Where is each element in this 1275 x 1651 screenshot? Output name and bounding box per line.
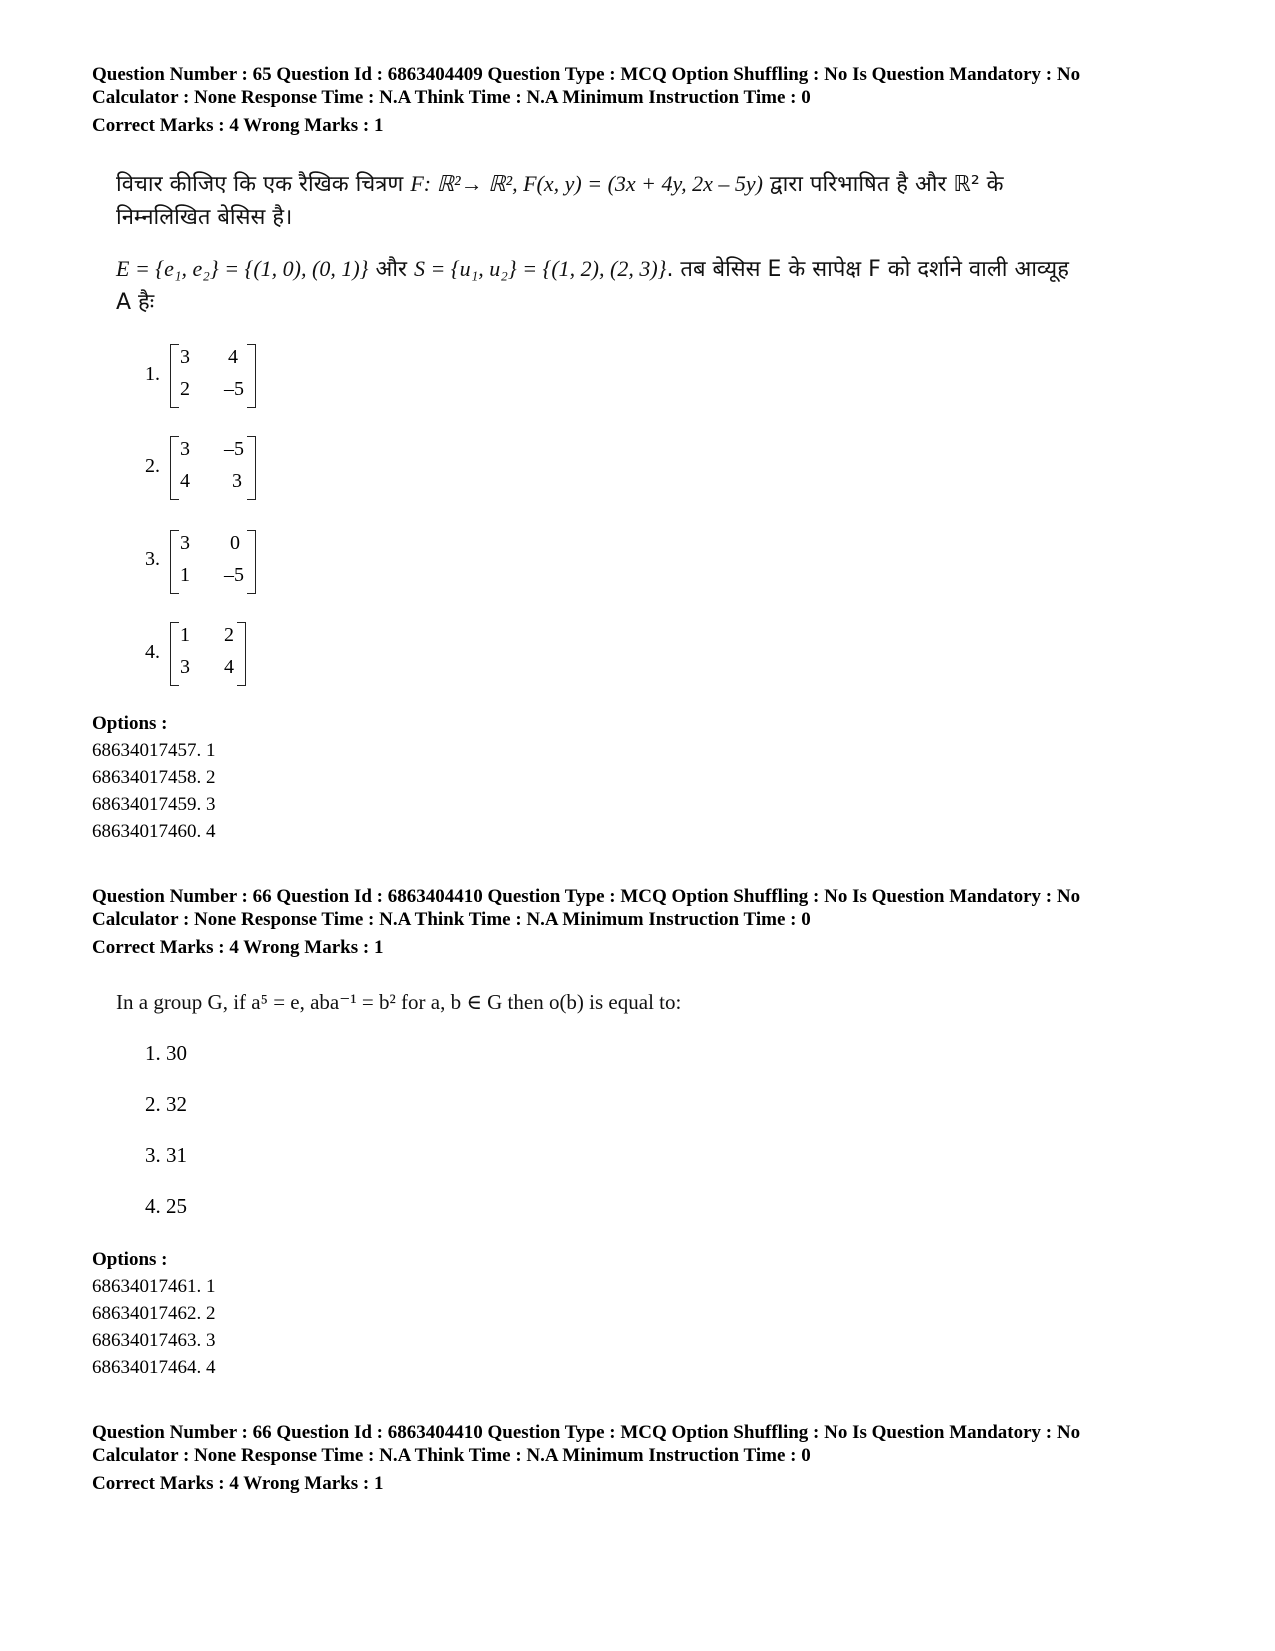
q65-text-hi-b: द्वारा परिभाषित है और ℝ² के — [762, 172, 1004, 197]
q66b-meta-line1: Question Number : 66 Question Id : 6863404410 Question Type : MCQ Option Shuffling : No Is Question Mandatory : No — [92, 1422, 1081, 1443]
q65-text-hi-a: विचार कीजिए कि एक रैखिक चित्रण — [116, 172, 411, 197]
q66-question-text: In a group G, if a⁵ = e, aba⁻¹ = b² for a, b ∈ G then o(b) is equal to: — [116, 990, 682, 1014]
q65-text-line2: निम्नलिखित बेसिस है। — [116, 205, 293, 230]
matrix-cell: 3 — [180, 346, 190, 368]
matrix-cell: –5 — [224, 378, 244, 400]
q66-choice-4: 4. 25 — [145, 1194, 187, 1218]
q65-choice-2-matrix — [170, 436, 256, 500]
q65-options-label: Options : — [92, 713, 168, 734]
q65-text-line1 — [116, 168, 1004, 198]
q66-meta-line1: Question Number : 66 Question Id : 6863404410 Question Type : MCQ Option Shuffling : No Is Question Mandatory : No — [92, 886, 1081, 907]
matrix-cell: 3 — [232, 470, 242, 492]
matrix-cell: 3 — [180, 532, 190, 554]
matrix-cell: –5 — [224, 438, 244, 460]
q65-choice-4-number: 4. — [145, 641, 160, 663]
q65-choice-3-number: 3. — [145, 548, 160, 570]
q66-choice-1: 1. 30 — [145, 1041, 187, 1065]
q65-option-2: 68634017458. 2 — [92, 767, 216, 788]
matrix-cell: –5 — [224, 564, 244, 586]
q66-option-2: 68634017462. 2 — [92, 1303, 216, 1324]
matrix-cell: 2 — [180, 378, 190, 400]
q65-meta-line1: Question Number : 65 Question Id : 6863404409 Question Type : MCQ Option Shuffling : No Is Question Mandatory : No — [92, 64, 1081, 85]
q65-basis-e: E = {e₁, e₂} = {(1, 0), (0, 1)} — [116, 256, 369, 281]
matrix-cell: 1 — [180, 624, 190, 646]
q65-text-line4: A हैः — [116, 290, 155, 315]
q66-option-4: 68634017464. 4 — [92, 1357, 216, 1378]
q66b-marks: Correct Marks : 4 Wrong Marks : 1 — [92, 1473, 384, 1494]
q66-option-1: 68634017461. 1 — [92, 1276, 216, 1297]
q65-meta-line2: Calculator : None Response Time : N.A Think Time : N.A Minimum Instruction Time : 0 — [92, 87, 811, 108]
q66-options-label: Options : — [92, 1249, 168, 1270]
matrix-cell: 0 — [230, 532, 240, 554]
q65-choice-2-number: 2. — [145, 455, 160, 477]
q65-choice-4-matrix — [170, 622, 246, 686]
q66-marks: Correct Marks : 4 Wrong Marks : 1 — [92, 937, 384, 958]
q65-option-3: 68634017459. 3 — [92, 794, 216, 815]
q65-and: और — [368, 257, 414, 282]
q65-basis-s: S = {u₁, u₂} = {(1, 2), (2, 3)} — [413, 256, 667, 281]
matrix-cell: 1 — [180, 564, 190, 586]
q66-choice-3: 3. 31 — [145, 1143, 187, 1167]
matrix-cell: 4 — [224, 656, 234, 678]
q65-choice-3-matrix — [170, 530, 256, 594]
q65-text-hi-c: . तब बेसिस E के सापेक्ष F को दर्शाने वाली आव्यूह — [666, 257, 1069, 282]
q66-meta-line2: Calculator : None Response Time : N.A Think Time : N.A Minimum Instruction Time : 0 — [92, 909, 811, 930]
q65-marks: Correct Marks : 4 Wrong Marks : 1 — [92, 115, 384, 136]
q66-option-3: 68634017463. 3 — [92, 1330, 216, 1351]
matrix-cell: 4 — [228, 346, 238, 368]
q65-text-math: F: ℝ²→ ℝ², F(x, y) = (3x + 4y, 2x – 5y) — [410, 171, 763, 196]
q65-option-1: 68634017457. 1 — [92, 740, 216, 761]
q66b-meta-line2: Calculator : None Response Time : N.A Think Time : N.A Minimum Instruction Time : 0 — [92, 1445, 811, 1466]
q65-text-line3 — [116, 253, 1069, 283]
q65-choice-1-matrix — [170, 344, 256, 408]
matrix-cell: 2 — [224, 624, 234, 646]
q65-option-4: 68634017460. 4 — [92, 821, 216, 842]
matrix-cell: 3 — [180, 438, 190, 460]
matrix-cell: 4 — [180, 470, 190, 492]
q66-choice-2: 2. 32 — [145, 1092, 187, 1116]
matrix-cell: 3 — [180, 656, 190, 678]
q65-choice-1-number: 1. — [145, 363, 160, 385]
